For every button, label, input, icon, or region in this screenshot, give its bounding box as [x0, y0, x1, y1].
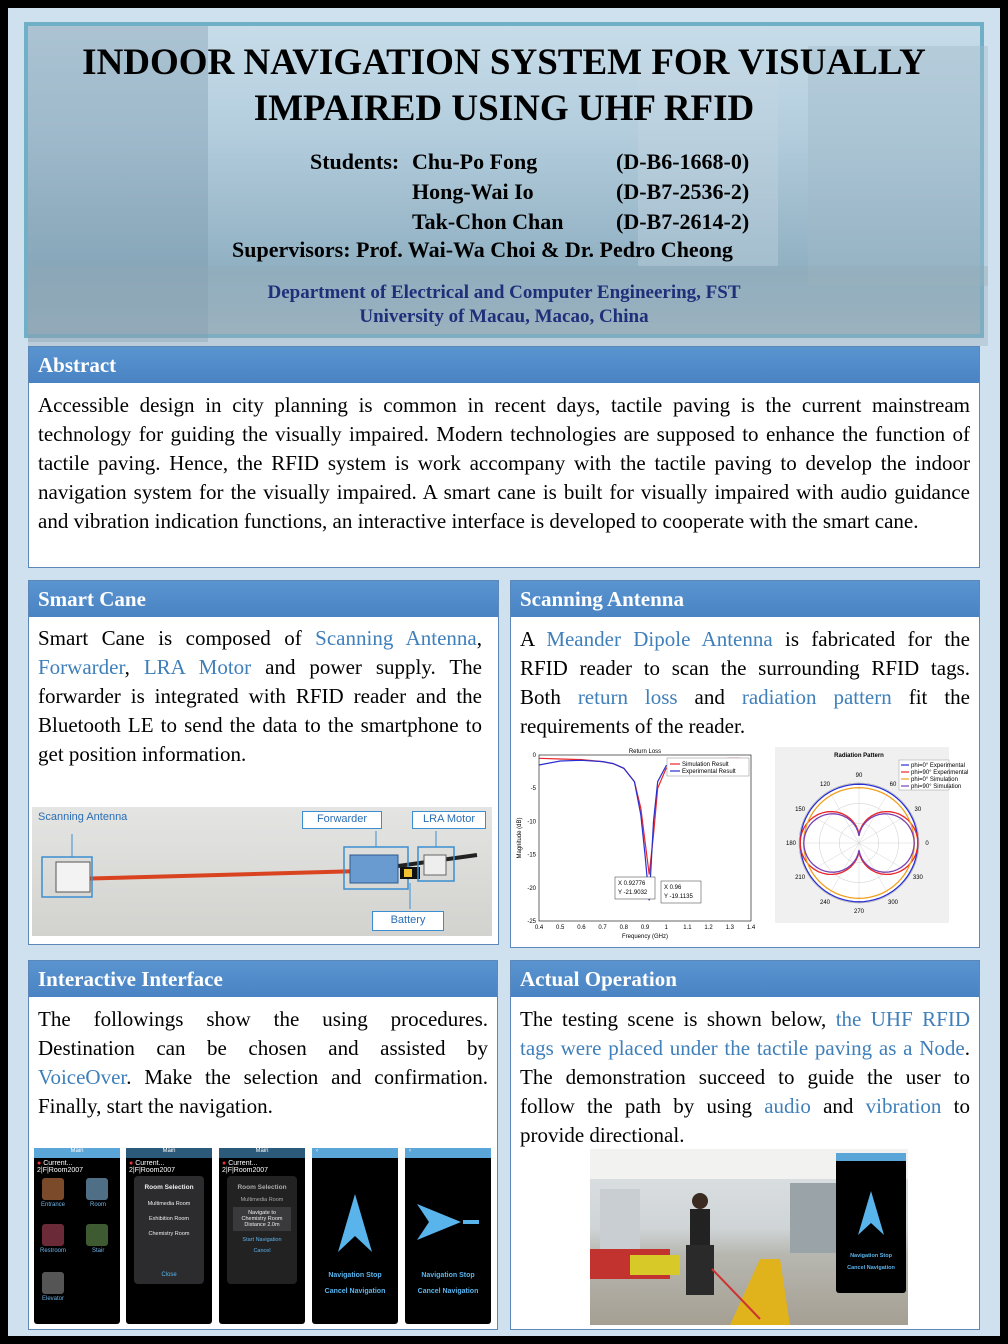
- highlight-text: Forwarder: [38, 655, 125, 679]
- student-name: Chu-Po Fong: [412, 149, 538, 174]
- university: University of Macau, Macao, China: [359, 306, 649, 327]
- angle-tick-label: 120: [819, 782, 831, 789]
- student-name: Hong-Wai Io: [412, 179, 534, 204]
- dialog-title: Room Selection: [144, 1184, 194, 1191]
- pin-icon: ●: [129, 1160, 134, 1167]
- x-tick-label: 1.3: [725, 925, 734, 931]
- angle-tick-label: 180: [785, 841, 797, 847]
- pin-icon: ●: [37, 1160, 42, 1167]
- smart-cane-text: [29, 617, 498, 769]
- navigation-stop-button[interactable]: Navigation Stop: [850, 1253, 892, 1259]
- interactive-interface-panel: [28, 960, 498, 1330]
- pin-icon: ●: [222, 1160, 227, 1167]
- angle-tick-label: 210: [795, 875, 806, 881]
- student-id: (D-B7-2536-2): [616, 179, 750, 204]
- legend-label: Simulation Result: [682, 762, 729, 768]
- cancel-navigation-button[interactable]: Cancel Navigation: [324, 1288, 386, 1295]
- text-run: . The demonstration succeed to guide the user to follow the path by using: [520, 1036, 970, 1118]
- phone-screen-main: [34, 1148, 120, 1324]
- legend-label: phi=90° Simulation: [911, 784, 962, 790]
- highlight-text: the UHF RFID tags were placed under the tactile paving as a Node: [520, 1007, 970, 1060]
- room-label: Room: [90, 1202, 107, 1208]
- data-tip-y: Y -19.1135: [664, 894, 693, 900]
- text-run: ,: [124, 655, 144, 679]
- legend-label: Experimental Result: [682, 769, 736, 775]
- label-lra-motor: LRA Motor: [412, 811, 486, 829]
- text-run: fit the requirements of the reader.: [520, 685, 970, 738]
- navigation-stop-button[interactable]: Navigation Stop: [421, 1272, 475, 1279]
- highlight-text: vibration: [865, 1094, 942, 1118]
- label-battery: Battery: [372, 911, 444, 931]
- elevator-label: Elevator: [42, 1296, 65, 1302]
- data-tip-y: Y -21.9032: [618, 890, 648, 896]
- y-tick-label: -25: [527, 919, 536, 925]
- highlight-text: audio: [764, 1094, 811, 1118]
- data-tip: [615, 877, 655, 899]
- room-value: 2|F|Room2007: [37, 1167, 84, 1174]
- y-tick-label: -5: [530, 786, 536, 793]
- scanning-antenna-text: [511, 617, 979, 741]
- poster-title: [28, 40, 980, 132]
- room-option[interactable]: Chemistry Room: [148, 1231, 190, 1237]
- actual-operation-panel: [510, 960, 980, 1330]
- x-tick-label: 0.8: [619, 925, 628, 931]
- highlight-text: Meander Dipole Antenna: [546, 627, 773, 651]
- abstract-text: Accessible design in city planning is common in recent days, tactile paving is the current mainstream technology for guiding the visually impaired. Modern technologies are supposed to enhance the function of tactile paving. Hence, the RFID system is work accompany with the tactile paving to develop the indoor navigation system for the visually impaired. A smart cane is built for visually impaired with audio guidance and vibration indication functions, an interactive interface is developed to cooperate with the smart cane.: [38, 393, 970, 533]
- stair-label: Stair: [92, 1248, 105, 1254]
- location-row: [219, 1158, 305, 1174]
- navigate-line: Navigate to: [248, 1210, 276, 1216]
- phone-screen-navigation-right: [405, 1148, 491, 1324]
- data-tip-x: X 0.96: [664, 885, 682, 891]
- cancel-navigation-button[interactable]: Cancel Navigation: [847, 1265, 895, 1271]
- phone-screen-navigation-up: [312, 1148, 398, 1324]
- text-run: . Make the selection and confirmation. Finally, start the navigation.: [38, 1065, 488, 1118]
- restroom-label: Restroom: [40, 1248, 67, 1254]
- current-label: Current...: [135, 1160, 165, 1167]
- angle-tick-label: 60: [889, 782, 897, 789]
- department: Department of Electrical and Computer Engineering, FST: [267, 282, 741, 303]
- angle-tick-label: 30: [914, 807, 922, 813]
- legend-label: phi=0° Experimental: [911, 763, 965, 769]
- back-icon[interactable]: ‹: [312, 1148, 398, 1158]
- arrow-up-icon: [856, 1189, 886, 1239]
- legend-label: phi=0° Simulation: [911, 777, 958, 783]
- angle-tick-label: 240: [819, 899, 831, 906]
- student-name: Tak-Chon Chan: [412, 209, 564, 234]
- entrance-tile[interactable]: [42, 1178, 64, 1200]
- start-navigation-button[interactable]: Start Navigation: [242, 1237, 282, 1243]
- room-option: Multimedia Room: [240, 1197, 284, 1203]
- text-run: is fabricated for the RFID reader to scan the surrounding RFID tags. Both: [520, 627, 970, 709]
- x-tick-label: 1.2: [704, 925, 713, 931]
- actual-operation-text: [511, 997, 979, 1150]
- y-axis-label: Magnitude (dB): [517, 817, 523, 859]
- smart-cane-heading: Smart Cane: [29, 581, 498, 617]
- x-axis-label: Frequency (GHz): [621, 934, 669, 940]
- y-tick-label: -20: [527, 885, 536, 892]
- current-label: Current...: [43, 1160, 73, 1167]
- x-tick-label: 0.9: [640, 925, 650, 931]
- interactive-interface-heading: Interactive Interface: [29, 961, 497, 997]
- data-tip: [661, 881, 701, 903]
- angle-tick-label: 150: [795, 807, 806, 813]
- room-option[interactable]: Multimedia Room: [147, 1201, 191, 1207]
- y-tick-label: -15: [527, 852, 536, 859]
- phone-top-bar: [836, 1153, 906, 1161]
- restroom-tile[interactable]: [42, 1224, 64, 1246]
- phone-title: Main: [126, 1148, 212, 1158]
- highlight-text: return loss: [577, 685, 678, 709]
- room-value: 2|F|Room2007: [222, 1167, 269, 1174]
- phone-title: Main: [34, 1148, 120, 1158]
- student-id: (D-B7-2614-2): [616, 209, 750, 234]
- arrow-up-icon: [336, 1192, 374, 1256]
- close-button[interactable]: Close: [161, 1272, 177, 1278]
- angle-tick-label: 0: [925, 841, 929, 847]
- highlight-text: LRA Motor: [143, 655, 252, 679]
- highlight-text: radiation pattern: [741, 685, 892, 709]
- dialog-title: Room Selection: [237, 1184, 287, 1191]
- chart-legend: [667, 758, 749, 776]
- phone-screen-confirm: [219, 1148, 305, 1324]
- testing-scene-photo: [590, 1149, 908, 1325]
- student-id: (D-B6-1668-0): [616, 149, 750, 174]
- elevator-tile[interactable]: [42, 1272, 64, 1294]
- x-tick-label: 0.5: [556, 925, 565, 931]
- supervisors: Supervisors: Prof. Wai-Wa Choi & Dr. Pedro Cheong: [232, 237, 733, 262]
- x-tick-label: 0.4: [534, 925, 544, 931]
- highlight-text: Scanning Antenna: [315, 626, 477, 650]
- phone-title: Main: [219, 1148, 305, 1158]
- navigation-stop-button[interactable]: Navigation Stop: [328, 1272, 382, 1279]
- x-tick-label: 0.6: [577, 925, 586, 931]
- phone-overlay: [836, 1153, 906, 1293]
- y-tick-label: 0: [532, 753, 536, 759]
- current-label: Current...: [228, 1160, 258, 1167]
- x-tick-label: 0.7: [598, 925, 607, 931]
- stair-tile[interactable]: [86, 1224, 108, 1246]
- label-forwarder: Forwarder: [302, 811, 382, 829]
- room-selection-dialog: [134, 1176, 204, 1284]
- text-run: to provide directional.: [520, 1094, 970, 1147]
- room-option[interactable]: Exhibition Room: [148, 1216, 190, 1222]
- room-tile[interactable]: [86, 1178, 108, 1200]
- scanning-antenna-heading: Scanning Antenna: [511, 581, 979, 617]
- chart-title: Return Loss: [628, 749, 662, 755]
- text-run: and power supply. The forwarder is integrated with RFID reader and the Bluetooth LE to send the data to the smartphone to get position information.: [38, 655, 482, 766]
- legend-label: phi=90° Experimental: [911, 770, 969, 776]
- x-tick-label: 1.1: [683, 925, 692, 931]
- arrow-right-icon: [413, 1202, 483, 1242]
- scanning-antenna-panel: [510, 580, 980, 948]
- return-loss-chart: [513, 745, 759, 945]
- abstract-heading: Abstract: [29, 347, 979, 383]
- smart-cane-panel: [28, 580, 499, 945]
- location-row: [34, 1158, 120, 1174]
- x-tick-label: 1: [664, 925, 668, 931]
- angle-tick-label: 330: [912, 875, 923, 881]
- label-scanning-antenna: Scanning Antenna: [38, 811, 128, 823]
- angle-tick-label: 270: [853, 909, 865, 915]
- text-run: and: [810, 1094, 866, 1118]
- navigate-line: Distance 2.0m: [244, 1222, 280, 1228]
- students-label: Students:: [310, 149, 400, 174]
- highlight-text: VoiceOver: [38, 1065, 127, 1089]
- text-run: A: [520, 627, 547, 651]
- chart-title: Radiation Pattern: [834, 753, 884, 759]
- actual-operation-heading: Actual Operation: [511, 961, 979, 997]
- cancel-navigation-button[interactable]: Cancel Navigation: [417, 1288, 479, 1295]
- location-row: [126, 1158, 212, 1174]
- x-tick-label: 1.4: [746, 925, 756, 931]
- navigate-line: Chemistry Room: [241, 1216, 283, 1222]
- phone-screen-room-selection: [126, 1148, 212, 1324]
- angle-tick-label: 90: [855, 773, 863, 779]
- poster-header: [24, 22, 984, 338]
- text-run: ,: [476, 626, 483, 650]
- cancel-button[interactable]: Cancel: [253, 1248, 271, 1254]
- title-line-2: IMPAIRED USING UHF RFID: [253, 88, 755, 129]
- confirm-dialog: [227, 1176, 297, 1284]
- data-tip-x: X 0.92776: [618, 881, 646, 887]
- entrance-label: Entrance: [41, 1202, 66, 1208]
- smart-cane-photo: [32, 807, 492, 936]
- interactive-interface-text: [29, 997, 497, 1121]
- angle-tick-label: 300: [887, 899, 899, 906]
- room-value: 2|F|Room2007: [129, 1167, 176, 1174]
- title-line-1: INDOOR NAVIGATION SYSTEM FOR VISUALLY: [82, 42, 926, 83]
- abstract-panel: [28, 346, 980, 568]
- text-run: and: [677, 685, 742, 709]
- text-run: Smart Cane is composed of: [38, 626, 316, 650]
- text-run: The testing scene is shown below,: [520, 1007, 836, 1031]
- y-tick-label: -10: [527, 819, 536, 826]
- navigate-card: [233, 1207, 291, 1231]
- radiation-pattern-chart: [775, 747, 969, 923]
- chart-legend: [899, 760, 968, 790]
- back-icon[interactable]: ‹: [405, 1148, 491, 1158]
- text-run: The followings show the using procedures. Destination can be chosen and assisted by: [38, 1007, 488, 1060]
